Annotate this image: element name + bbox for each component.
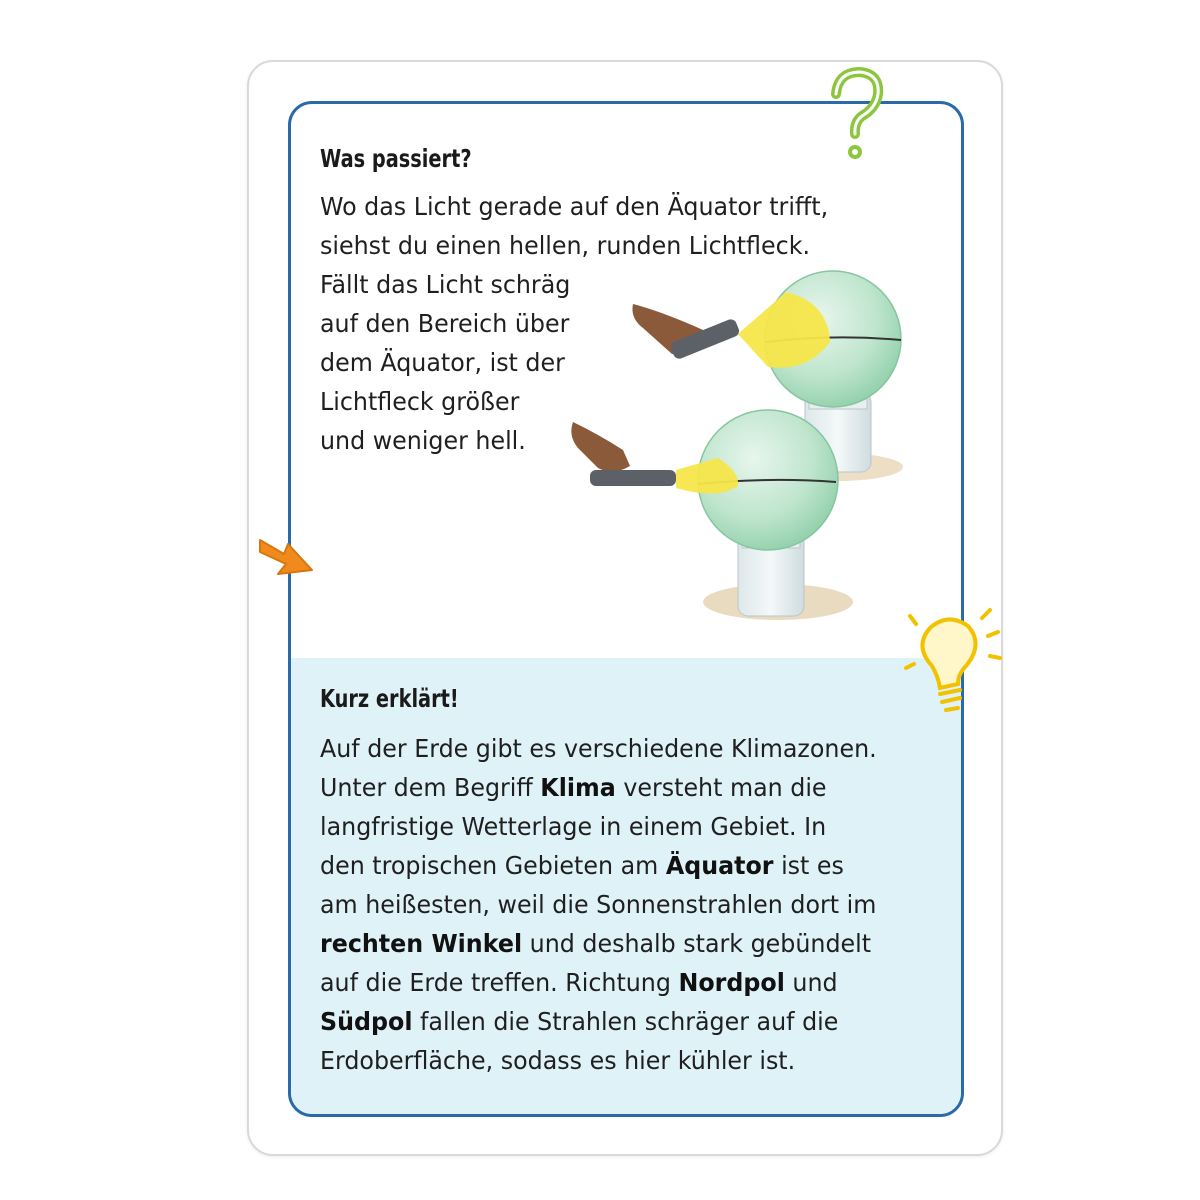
what-happens-line-2: siehst du einen hellen, runden Lichtfleck. (320, 231, 811, 260)
heading-what-happens: Was passiert? (320, 144, 472, 173)
text-run: auf die Erde treffen. Richtung (320, 968, 679, 997)
text-run: langfristige Wetterlage in einem Gebiet. In (320, 812, 827, 841)
text-run: fallen die Strahlen schräger auf die (412, 1007, 839, 1036)
question-mark-icon (818, 64, 888, 164)
narrow-line: dem Äquator, ist der (320, 348, 565, 377)
globe-flashlight-illustration (568, 262, 913, 632)
bold-term: Äquator (665, 851, 774, 880)
what-happens-text (320, 187, 928, 265)
lightbulb-icon (902, 604, 1002, 720)
text-run: und deshalb stark gebündelt (522, 929, 872, 958)
explanation-line (320, 1007, 838, 1036)
text-run: und (784, 968, 838, 997)
flashlight (590, 470, 676, 486)
bold-term: Klima (540, 773, 616, 802)
explanation-line (320, 773, 827, 802)
narrow-line: Fällt das Licht schräg (320, 270, 571, 299)
explanation-line (320, 734, 877, 763)
text-run: am heißesten, weil die Sonnenstrahlen dort im (320, 890, 877, 919)
narrow-line: und weniger hell. (320, 426, 526, 455)
text-run: Erdoberfläche, sodass es hier kühler ist. (320, 1046, 796, 1075)
explanation-line (320, 1046, 795, 1075)
text-run: Unter dem Begriff (320, 773, 541, 802)
text-run: versteht man die (615, 773, 827, 802)
bold-term: Südpol (320, 1007, 413, 1036)
text-run: den tropischen Gebieten am (320, 851, 666, 880)
hand (571, 422, 630, 472)
short-explained-text (320, 729, 938, 1080)
explanation-line (320, 812, 826, 841)
explanation-line (320, 929, 871, 958)
what-happens-narrow-text (320, 265, 605, 460)
explanation-line (320, 851, 844, 880)
what-happens-line-1: Wo das Licht gerade auf den Äquator trifft, (320, 192, 829, 221)
explanation-line (320, 968, 838, 997)
bold-term: Nordpol (678, 968, 785, 997)
arrow-icon (254, 530, 318, 582)
bold-term: rechten Winkel (320, 929, 523, 958)
narrow-line: Lichtfleck größer (320, 387, 520, 416)
text-run: Auf der Erde gibt es verschiedene Klimazonen. (320, 734, 877, 763)
heading-short-explained: Kurz erklärt! (320, 684, 459, 713)
narrow-line: auf den Bereich über (320, 309, 570, 338)
text-run: ist es (773, 851, 844, 880)
explanation-line (320, 890, 876, 919)
